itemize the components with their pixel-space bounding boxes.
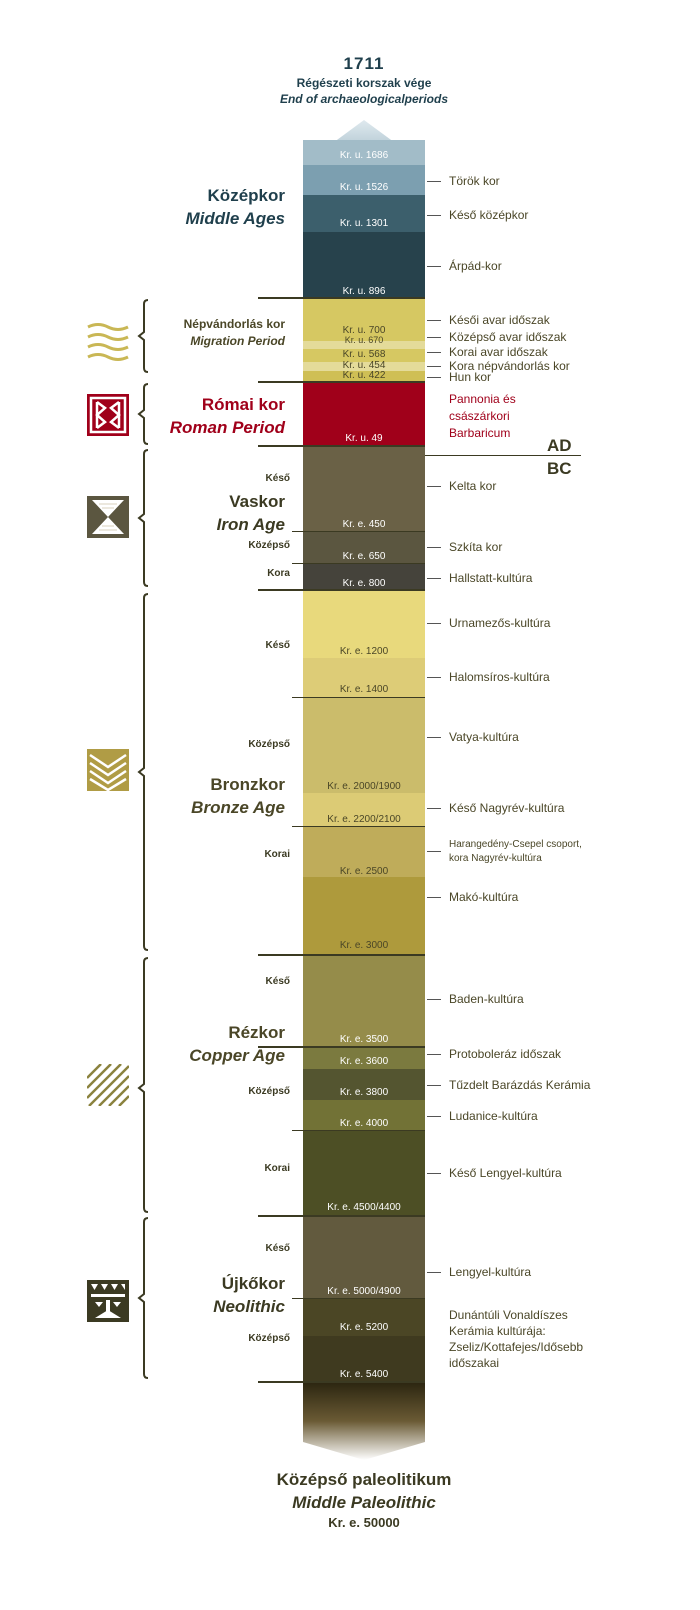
subperiod-label: Késő <box>265 640 290 651</box>
culture-label: Dunántúli Vonaldíszes <box>449 1308 568 1322</box>
face-pattern-icon <box>87 1280 129 1322</box>
date-label: Kr. e. 3800 <box>339 1087 389 1098</box>
culture-label: Makó-kultúra <box>449 890 519 904</box>
era-name-hu: Bronzkor <box>210 775 285 794</box>
culture-tick <box>427 366 441 367</box>
end-title-hu: Régészeti korszak vége <box>296 76 432 90</box>
culture-label: Török kor <box>449 174 500 188</box>
culture-tick <box>427 578 441 579</box>
end-year: 1711 <box>343 54 385 73</box>
subperiod-label: Késő <box>265 1243 290 1254</box>
culture-label: kora Nagyrév-kultúra <box>449 853 542 864</box>
separator-line <box>258 381 425 383</box>
column-fade-bottom <box>303 1382 425 1460</box>
culture-tick <box>427 547 441 548</box>
separator-line <box>258 589 425 591</box>
era-name-en: Neolithic <box>213 1297 285 1316</box>
culture-label: Árpád-kor <box>449 259 502 273</box>
separator-line <box>258 297 425 299</box>
culture-tick <box>427 999 441 1000</box>
date-label: Kr. u. 568 <box>342 349 386 360</box>
hourglass-icon <box>87 496 129 538</box>
culture-label: Vatya-kultúra <box>449 730 519 744</box>
culture-tick <box>427 215 441 216</box>
culture-label: Kora népvándorlás kor <box>449 359 570 373</box>
era-name-en: Iron Age <box>216 515 285 534</box>
culture-label: Középső avar időszak <box>449 330 567 344</box>
end-title-en: End of archaeologicalperiods <box>279 92 449 106</box>
culture-tick <box>427 352 441 353</box>
chevron-pattern-icon <box>87 749 129 791</box>
culture-tick <box>427 1085 441 1086</box>
date-label: Kr. u. 700 <box>342 325 386 336</box>
date-label: Kr. u. 670 <box>344 335 384 345</box>
date-label: Kr. e. 4000 <box>339 1118 389 1129</box>
culture-label: Késő középkor <box>449 208 529 222</box>
date-label: Kr. e. 3000 <box>339 940 389 951</box>
culture-label: időszakai <box>449 1356 500 1370</box>
wave-pattern-icon <box>87 321 129 363</box>
date-label: Kr. e. 2500 <box>339 866 389 877</box>
culture-label: Tűzdelt Barázdás Kerámia <box>449 1078 591 1092</box>
separator-line <box>258 445 425 447</box>
separator-line <box>292 1130 425 1131</box>
era-name-en: Roman Period <box>169 418 285 437</box>
culture-tick <box>427 377 441 378</box>
era-name-hu: Vaskor <box>229 492 285 511</box>
culture-tick <box>427 1173 441 1174</box>
culture-label: Urnamezős-kultúra <box>449 616 551 630</box>
date-label: Kr. e. 450 <box>342 519 386 530</box>
culture-label: Lengyel-kultúra <box>449 1265 532 1279</box>
culture-tick <box>427 1272 441 1273</box>
separator-line <box>258 954 425 956</box>
roman-pattern-icon <box>87 394 129 436</box>
date-label: Kr. u. 896 <box>342 286 386 297</box>
date-label: Kr. e. 800 <box>342 578 386 589</box>
culture-label: Hun kor <box>449 370 492 384</box>
era-name-en: Migration Period <box>190 334 285 348</box>
culture-tick <box>427 181 441 182</box>
footer-title-en: Middle Paleolithic <box>292 1493 436 1512</box>
culture-label: Barbaricum <box>449 426 511 440</box>
date-label: Kr. u. 49 <box>345 433 383 444</box>
culture-label: Korai avar időszak <box>449 345 548 359</box>
subperiod-label: Korai <box>264 1163 290 1174</box>
culture-label: Késői avar időszak <box>449 313 550 327</box>
separator-line <box>292 563 425 564</box>
culture-label: Hallstatt-kultúra <box>449 571 533 585</box>
culture-label: Kelta kor <box>449 479 497 493</box>
era-name-hu: Rézkor <box>228 1023 285 1042</box>
date-label: Kr. u. 1301 <box>339 218 389 229</box>
culture-label: Halomsíros-kultúra <box>449 670 550 684</box>
culture-tick <box>427 486 441 487</box>
culture-label: Késő Lengyel-kultúra <box>449 1166 562 1180</box>
era-name-en: Middle Ages <box>185 209 285 228</box>
culture-tick <box>427 623 441 624</box>
subperiod-label: Középső <box>248 540 290 551</box>
date-label: Kr. e. 1400 <box>339 684 389 695</box>
culture-label: Protoboleráz időszak <box>449 1047 562 1061</box>
subperiod-label: Kora <box>267 568 290 579</box>
culture-tick <box>427 677 441 678</box>
culture-tick <box>427 320 441 321</box>
subperiod-label: Középső <box>248 739 290 750</box>
date-label: Kr. e. 2000/1900 <box>327 781 401 792</box>
subperiod-label: Késő <box>265 473 290 484</box>
date-label: Kr. e. 2200/2100 <box>327 814 401 825</box>
era-brackets <box>136 296 150 1386</box>
culture-label: császárkori <box>449 409 510 423</box>
date-label: Kr. e. 3600 <box>339 1056 389 1067</box>
culture-label: Szkíta kor <box>449 540 503 554</box>
era-name-hu: Újkőkor <box>221 1274 285 1293</box>
era-name-en: Bronze Age <box>191 798 285 817</box>
date-label: Kr. e. 4500/4400 <box>327 1202 401 1213</box>
separator-line <box>292 826 425 827</box>
date-label: Kr. u. 422 <box>342 370 386 381</box>
culture-label: Pannonia és <box>449 392 516 406</box>
date-label: Kr. e. 5200 <box>339 1322 389 1333</box>
culture-tick <box>427 1116 441 1117</box>
culture-tick <box>427 897 441 898</box>
date-label: Kr. e. 5400 <box>339 1369 389 1380</box>
separator-line <box>292 697 425 698</box>
date-label: Kr. u. 1526 <box>339 182 389 193</box>
footer-date: Kr. e. 50000 <box>328 1515 400 1530</box>
date-label: Kr. u. 454 <box>342 360 386 371</box>
bc-label: BC <box>547 459 572 478</box>
subperiod-label: Késő <box>265 976 290 987</box>
culture-label: Ludanice-kultúra <box>449 1109 538 1123</box>
culture-tick <box>427 737 441 738</box>
separator-line <box>292 531 425 532</box>
culture-label: Zseliz/Kottafejes/Idősebb <box>449 1340 584 1354</box>
culture-label: Késő Nagyrév-kultúra <box>449 801 565 815</box>
ad-label: AD <box>547 436 572 455</box>
culture-tick <box>427 337 441 338</box>
footer-title-hu: Középső paleolitikum <box>276 1470 452 1489</box>
separator-line <box>258 1215 425 1217</box>
culture-tick <box>427 1054 441 1055</box>
subperiod-label: Korai <box>264 849 290 860</box>
culture-tick <box>427 808 441 809</box>
subperiod-label: Középső <box>248 1086 290 1097</box>
culture-label: Harangedény-Csepel csoport, <box>449 839 582 850</box>
subperiod-label: Középső <box>248 1333 290 1344</box>
date-label: Kr. e. 5000/4900 <box>327 1286 401 1297</box>
era-name-en: Copper Age <box>189 1046 285 1065</box>
culture-label: Baden-kultúra <box>449 992 524 1006</box>
separator-line <box>258 1381 425 1383</box>
era-name-hu: Római kor <box>201 395 285 414</box>
date-label: Kr. e. 1200 <box>339 646 389 657</box>
era-name-hu: Középkor <box>207 186 285 205</box>
date-label: Kr. e. 650 <box>342 551 386 562</box>
era-name-hu: Népvándorlás kor <box>183 317 285 331</box>
culture-tick <box>427 266 441 267</box>
culture-tick <box>427 851 441 852</box>
diagonal-lines-icon <box>87 1064 129 1106</box>
segment-vatya <box>303 698 425 793</box>
date-label: Kr. e. 3500 <box>339 1034 389 1045</box>
separator-line <box>292 1298 425 1299</box>
culture-label: Kerámia kultúrája: <box>449 1324 546 1338</box>
date-label: Kr. u. 1686 <box>339 150 389 161</box>
